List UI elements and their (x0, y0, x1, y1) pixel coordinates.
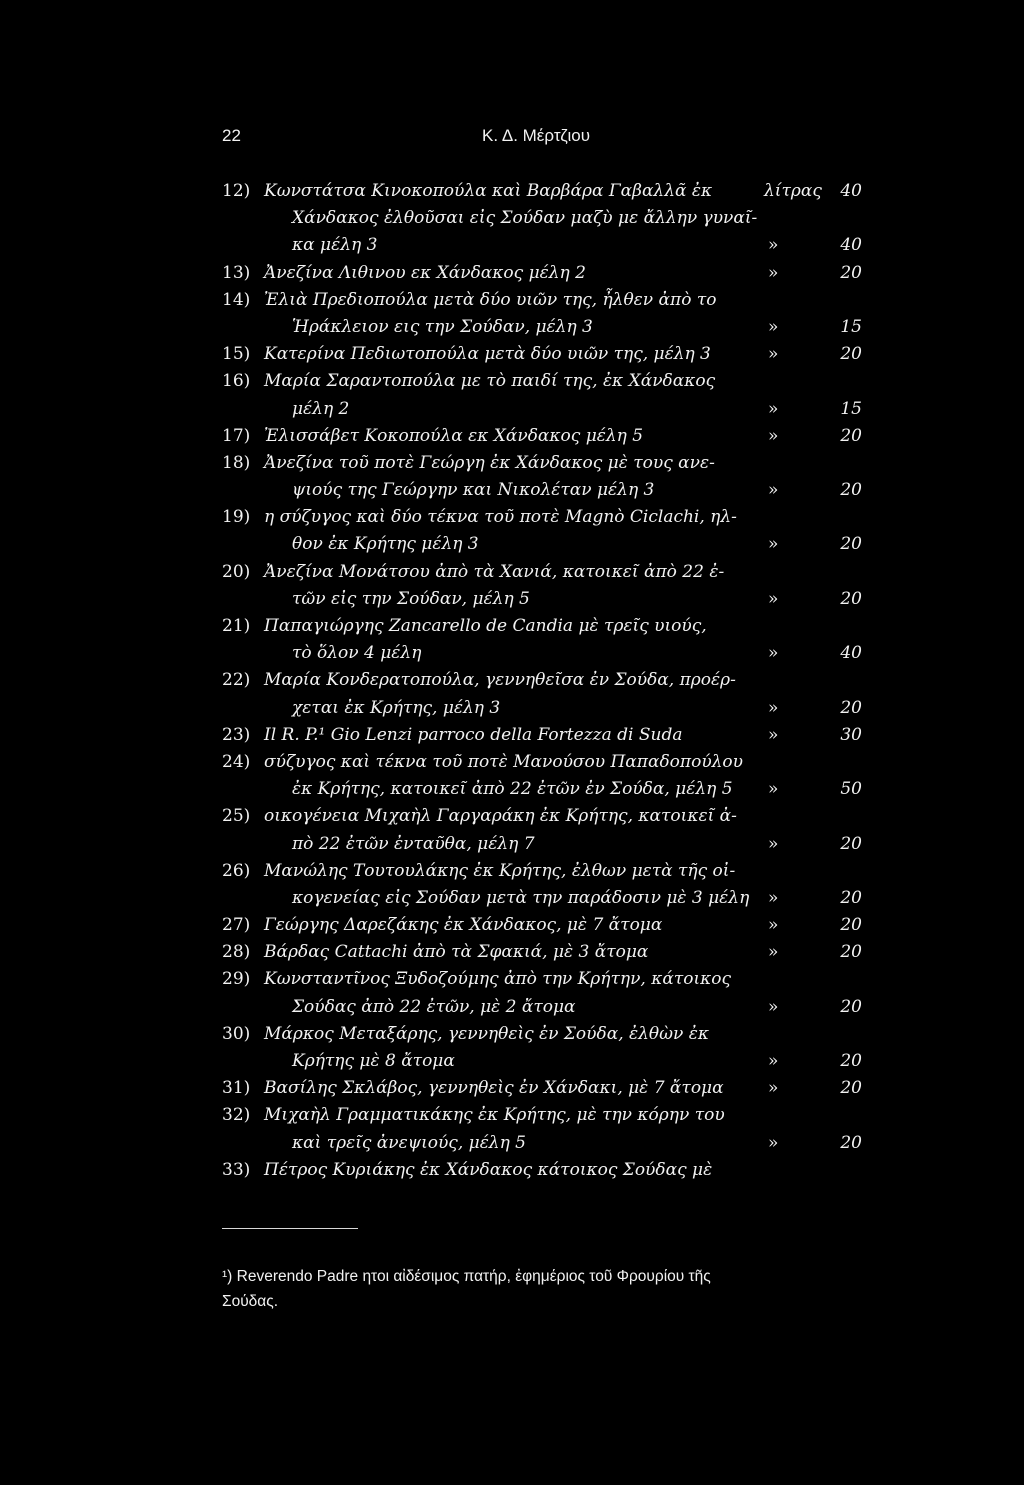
entry-line: τῶν εἰς την Σούδαν, μέλη 5 » 20 (222, 586, 862, 613)
entry-text: πὸ 22 ἐτῶν ἐνταῦθα, μέλη 7 (292, 833, 535, 854)
entry-line: θον ἐκ Κρήτης μέλη 3 » 20 (222, 531, 862, 558)
entry-number: 31) (222, 1078, 251, 1099)
entry-text: Κατερίνα Πεδιωτοπούλα μετὰ δύο υιῶν της, μέλη 3 (264, 344, 711, 365)
footnote-text: Reverendo Padre ητοι αἰδέσιμος πατήρ, ἐφημέριος τοῦ Φρουρίου τῆς (236, 1268, 711, 1285)
entry-number: 12) (222, 181, 251, 201)
entry-text: μέλη 2 (292, 398, 350, 419)
entry-line: πὸ 22 ἐτῶν ἐνταῦθα, μέλη 7 » 20 (222, 831, 862, 858)
entry-line: 17) Ἐλισσάβετ Κοκοπούλα εκ Χάνδακος μέλη 5 » 20 (222, 423, 862, 450)
entry-number: 21) (222, 616, 251, 636)
entry-line (222, 450, 862, 477)
entry-text: Μαρία Κονδερατοπούλα, γεννηθεῖσα ἐν Σούδα, προέρ- (264, 670, 736, 691)
entry-line: 31) Βασίλης Σκλάβος, γεννηθεὶς ἐν Χάνδακι, μὲ 7 ἄτομα » 20 (222, 1075, 862, 1102)
entry-text: οικογένεια Μιχαὴλ Γαργαράκη ἐκ Κρήτης, κατοικεῖ ἀ- (264, 806, 737, 827)
entry-text: Χάνδακος ἐλθοῦσαι εἰς Σούδαν μαζὺ με ἄλλην γυναῖ- (292, 208, 758, 229)
footnote (222, 1264, 862, 1314)
entry-line: κα μέλη 3 » 40 (222, 232, 862, 259)
entry-text: Μανώλης Τουτουλάκης ἐκ Κρήτης, ἐλθων μετὰ τῆς οἰ- (264, 860, 736, 881)
entry-text: Πέτρος Κυριάκης ἐκ Χάνδακος κάτοικος Σούδας μὲ (264, 1159, 713, 1180)
entry-number: 29) (222, 969, 251, 990)
entry-line (222, 1157, 862, 1184)
entry-line: 23) Il R. P.¹ Gio Lenzi parroco della Fortezza di Suda » 30 (222, 722, 862, 749)
entry-line: 13) Ἀνεζίνα Λιθινου εκ Χάνδακος μέλη 2 » 20 (222, 260, 862, 287)
entry-line: ψιούς της Γεώργην και Νικολέταν μέλη 3 » 20 (222, 477, 862, 504)
entry-line: μέλη 2 » 15 (222, 396, 862, 423)
entry-text: Ἡράκλειον εις την Σούδαν, μέλη 3 (292, 316, 593, 337)
entry-line: καὶ τρεῖς ἀνεψιούς, μέλη 5 » 20 (222, 1130, 862, 1157)
entry-list (222, 178, 862, 1184)
entry-text: Βάρδας Cattachi ἀπὸ τὰ Σφακιά, μὲ 3 ἄτομα (264, 942, 649, 963)
entry-text: θον ἐκ Κρήτης μέλη 3 (292, 534, 479, 555)
entry-line (222, 504, 862, 531)
entry-line (222, 667, 862, 694)
entry-line (222, 749, 862, 776)
entry-line (222, 1021, 862, 1048)
entry-number: 30) (222, 1023, 251, 1044)
entry-line: Ἡράκλειον εις την Σούδαν, μέλη 3 » 15 (222, 314, 862, 341)
entry-number: 23) (222, 724, 251, 745)
entry-number: 19) (222, 507, 251, 528)
entry-text: Μιχαὴλ Γραμματικάκης ἐκ Κρήτης, μὲ την κόρην του (264, 1105, 725, 1126)
page-number: 22 (222, 126, 241, 145)
entry-number: 17) (222, 425, 251, 446)
entry-line (222, 1102, 862, 1129)
entry-text: Βασίλης Σκλάβος, γεννηθεὶς ἐν Χάνδακι, μὲ 7 ἄτομα (264, 1078, 724, 1099)
entry-text: Γεώργης Δαρεζάκης ἐκ Χάνδακος, μὲ 7 ἄτομα (264, 915, 663, 936)
entry-line: χεται ἐκ Κρήτης, μέλη 3 » 20 (222, 695, 862, 722)
entry-number: 28) (222, 942, 251, 963)
footnote-text-cont: Σούδας. (222, 1293, 279, 1310)
entry-line (222, 613, 862, 640)
entry-line: 28) Βάρδας Cattachi ἀπὸ τὰ Σφακιά, μὲ 3 ἄτομα » 20 (222, 939, 862, 966)
entry-text: Μάρκος Μεταξάρης, γεννηθεὶς ἐν Σούδα, ἐλθὼν ἐκ (264, 1023, 710, 1044)
entry-text: χεται ἐκ Κρήτης, μέλη 3 (292, 697, 501, 718)
entry-text: τὸ ὅλον 4 μέλη (292, 643, 422, 664)
entry-text: Il R. P.¹ Gio Lenzi parroco della Fortezza di Suda (264, 724, 683, 745)
entry-number: 27) (222, 915, 251, 936)
entry-line: κογενείας εἰς Σούδαν μετὰ την παράδοσιν μὲ 3 μέλη » 20 (222, 885, 862, 912)
entry-text: Κωνσταντῖνος Ξυδοζούμης ἀπὸ την Κρήτην, κάτοικος (264, 969, 732, 990)
entry-line: 12) Κωνστάτσα Κινοκοπούλα καὶ Βαρβάρα Γαβαλλᾶ ἐκ λίτρας 40 (222, 178, 862, 205)
entry-line (222, 803, 862, 830)
entry-number: 25) (222, 806, 251, 827)
page-header (222, 126, 862, 150)
entry-text: Παπαγιώργης Zancarello de Candia μὲ τρεῖς υιούς, (264, 616, 707, 636)
entry-number: 33) (222, 1159, 251, 1180)
entry-number: 14) (222, 289, 251, 310)
entry-text: Ἀνεζίνα Μονάτσου ἀπὸ τὰ Χανιά, κατοικεῖ ἀπὸ 22 ἐ- (264, 561, 725, 582)
entry-line: Σούδας ἀπὸ 22 ἐτῶν, μὲ 2 ἄτομα » 20 (222, 994, 862, 1021)
entry-line (222, 287, 862, 314)
entry-line (222, 205, 862, 232)
entry-text: η σύζυγος καὶ δύο τέκνα τοῦ ποτὲ Magnò Ciclachi, ηλ- (264, 507, 737, 528)
entry-text: κα μέλη 3 (292, 235, 378, 256)
entry-line: Κρήτης μὲ 8 ἄτομα » 20 (222, 1048, 862, 1075)
entry-text: ψιούς της Γεώργην και Νικολέταν μέλη 3 (292, 480, 655, 501)
entry-number: 18) (222, 452, 251, 473)
entry-text: Ἀνεζίνα τοῦ ποτὲ Γεώργη ἐκ Χάνδακος μὲ τους ανε- (264, 452, 715, 473)
entry-line (222, 858, 862, 885)
entry-number: 24) (222, 751, 251, 772)
footnote-rule (222, 1228, 358, 1229)
running-head: Κ. Δ. Μέρτζιου (482, 126, 591, 145)
entry-line (222, 966, 862, 993)
entry-line (222, 368, 862, 395)
entry-number: 13) (222, 262, 251, 283)
entry-text: καὶ τρεῖς ἀνεψιούς, μέλη 5 (292, 1132, 526, 1153)
entry-text: ἐκ Κρήτης, κατοικεῖ ἀπὸ 22 ἐτῶν ἐν Σούδα, μέλη 5 (292, 779, 733, 800)
entry-number: 15) (222, 344, 251, 365)
entry-line: τὸ ὅλον 4 μέλη » 40 (222, 640, 862, 667)
entry-text: Ἐλιὰ Πρεδιοπούλα μετὰ δύο υιῶν της, ἦλθεν ἀπὸ το (264, 289, 717, 310)
entry-text: Κρήτης μὲ 8 ἄτομα (292, 1051, 455, 1071)
entry-text: Σούδας ἀπὸ 22 ἐτῶν, μὲ 2 ἄτομα (292, 996, 576, 1017)
entry-text: κογενείας εἰς Σούδαν μετὰ την παράδοσιν μὲ 3 μέλη (292, 887, 750, 908)
entry-text: τῶν εἰς την Σούδαν, μέλη 5 (292, 588, 530, 609)
footnote-marker: ¹) (222, 1268, 233, 1285)
entry-line: 27) Γεώργης Δαρεζάκης ἐκ Χάνδακος, μὲ 7 ἄτομα » 20 (222, 912, 862, 939)
entry-number: 22) (222, 670, 251, 691)
entry-number: 20) (222, 561, 251, 582)
entry-text: Ἐλισσάβετ Κοκοπούλα εκ Χάνδακος μέλη 5 (264, 425, 644, 446)
entry-number: 32) (222, 1105, 251, 1126)
entry-text: Κωνστάτσα Κινοκοπούλα καὶ Βαρβάρα Γαβαλλᾶ ἐκ (264, 181, 713, 201)
entry-line (222, 559, 862, 586)
entry-line: ἐκ Κρήτης, κατοικεῖ ἀπὸ 22 ἐτῶν ἐν Σούδα, μέλη 5 » 50 (222, 776, 862, 803)
entry-line: 15) Κατερίνα Πεδιωτοπούλα μετὰ δύο υιῶν της, μέλη 3 » 20 (222, 341, 862, 368)
entry-number: 16) (222, 371, 251, 392)
entry-text: σύζυγος καὶ τέκνα τοῦ ποτὲ Μανούσου Παπαδοπούλου (264, 751, 743, 772)
entry-number: 26) (222, 860, 251, 881)
entry-text: Ἀνεζίνα Λιθινου εκ Χάνδακος μέλη 2 (264, 262, 586, 283)
entry-text: Μαρία Σαραντοπούλα με τὸ παιδί της, ἐκ Χάνδακος (264, 371, 716, 392)
